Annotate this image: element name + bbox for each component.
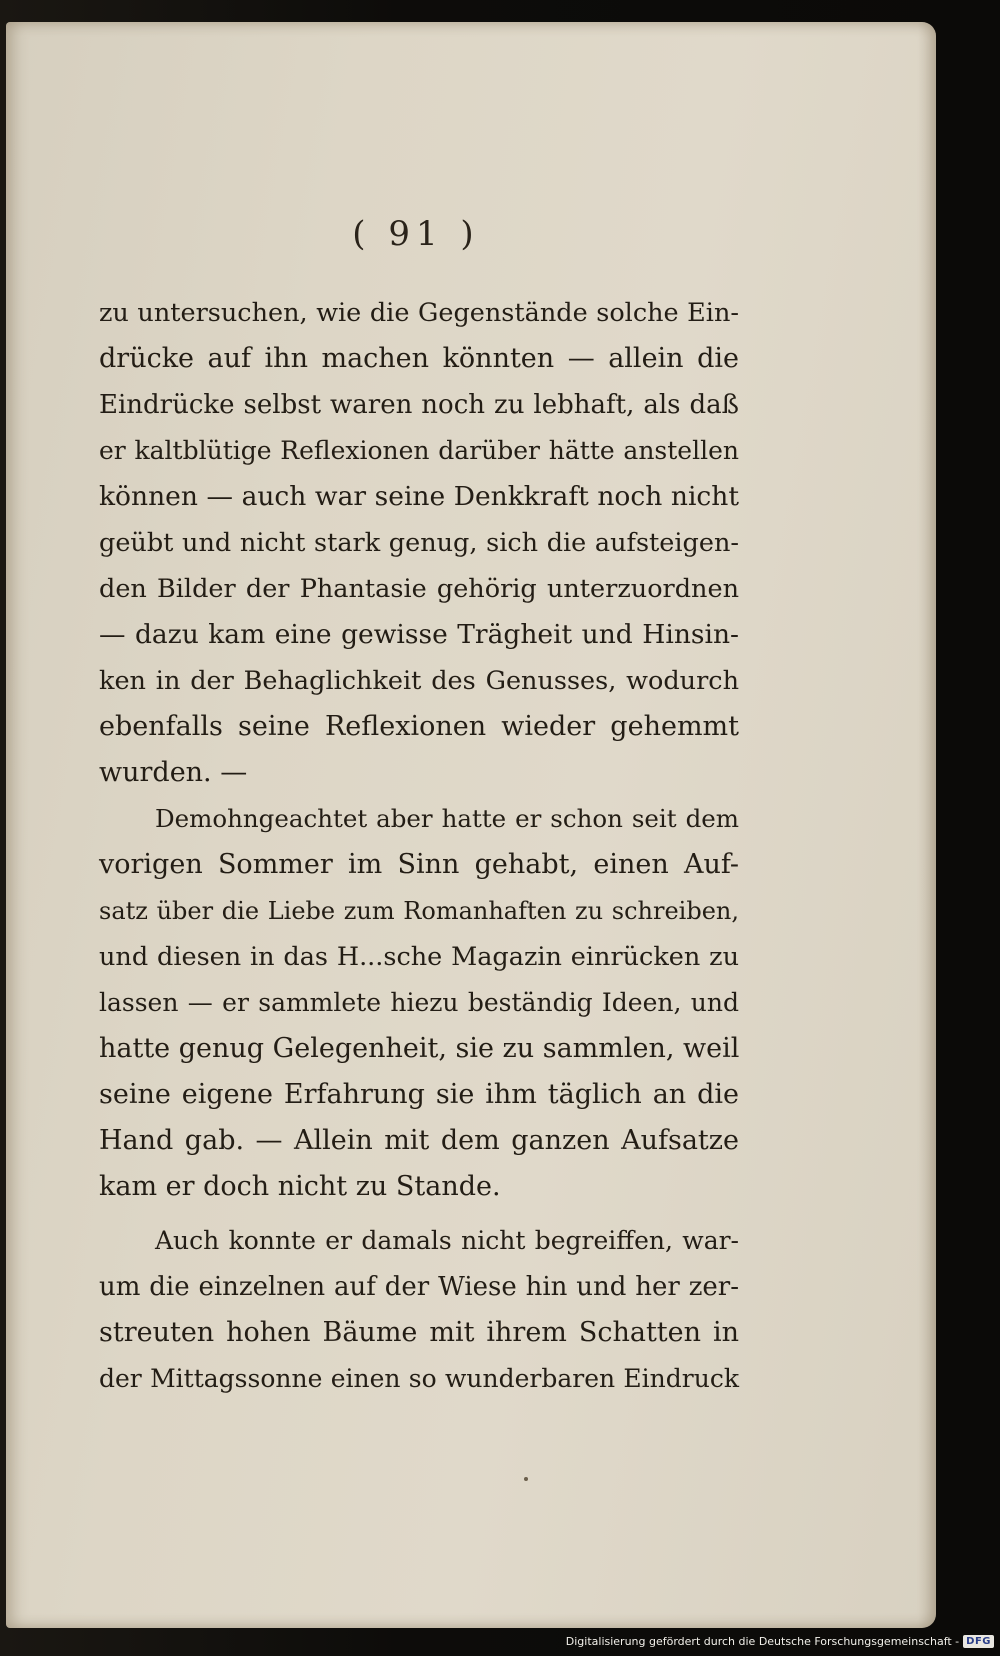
text-line: ebenfalls seine Reflexionen wieder gehemmt <box>99 711 739 742</box>
text-line: kam er doch nicht zu Stande. <box>99 1171 501 1202</box>
text-line: Auch konnte er damals nicht begreiffen, war- <box>155 1226 739 1255</box>
paper-speck <box>524 1477 528 1481</box>
text-line: streuten hohen Bäume mit ihrem Schatten in <box>99 1317 739 1348</box>
text-line: Demohngeachtet aber hatte er schon seit dem <box>155 804 739 833</box>
text-line: lassen — er sammlete hiezu beständig Ideen, und <box>99 988 739 1017</box>
page-number: ( 91 ) <box>352 214 480 254</box>
text-line: zu untersuchen, wie die Gegenstände solche Ein- <box>99 298 739 328</box>
text-line: hatte genug Gelegenheit, sie zu sammlen, weil <box>99 1033 740 1064</box>
text-line: den Bilder der Phantasie gehörig unterzuordnen <box>99 574 739 604</box>
text-line: vorigen Sommer im Sinn gehabt, einen Auf- <box>99 849 739 880</box>
text-line: um die einzelnen auf der Wiese hin und her zer- <box>99 1272 739 1302</box>
text-line: drücke auf ihn machen könnten — allein die <box>99 343 739 374</box>
text-line: — dazu kam eine gewisse Trägheit und Hinsin- <box>99 619 739 650</box>
text-line: können — auch war seine Denkkraft noch nicht <box>99 481 739 512</box>
text-line: ken in der Behaglichkeit des Genusses, wodurch <box>99 666 739 696</box>
text-line: satz über die Liebe zum Romanhaften zu schreiben, <box>99 897 739 925</box>
page-edge-shadow <box>918 22 936 1628</box>
text-line: wurden. — <box>99 757 248 788</box>
text-line: geübt und nicht stark genug, sich die aufsteigen- <box>99 528 739 558</box>
body-text <box>99 290 739 1402</box>
dfg-logo: DFG <box>963 1635 994 1648</box>
digitization-credit <box>566 1635 994 1648</box>
book-page <box>6 22 936 1628</box>
text-line: der Mittagssonne einen so wunderbaren Eindruck <box>99 1364 739 1393</box>
paragraph-gap <box>99 1210 739 1218</box>
text-line: Eindrücke selbst waren noch zu lebhaft, als daß <box>99 390 739 420</box>
credit-text: Digitalisierung gefördert durch die Deutsche Forschungsgemeinschaft - <box>565 1635 960 1648</box>
text-line: seine eigene Erfahrung sie ihm täglich an die <box>99 1079 739 1110</box>
text-line: er kaltblütige Reflexionen darüber hätte anstellen <box>99 436 739 465</box>
text-line: Hand gab. — Allein mit dem ganzen Aufsatze <box>99 1125 739 1156</box>
text-line: und diesen in das H...sche Magazin einrücken zu <box>99 942 739 972</box>
